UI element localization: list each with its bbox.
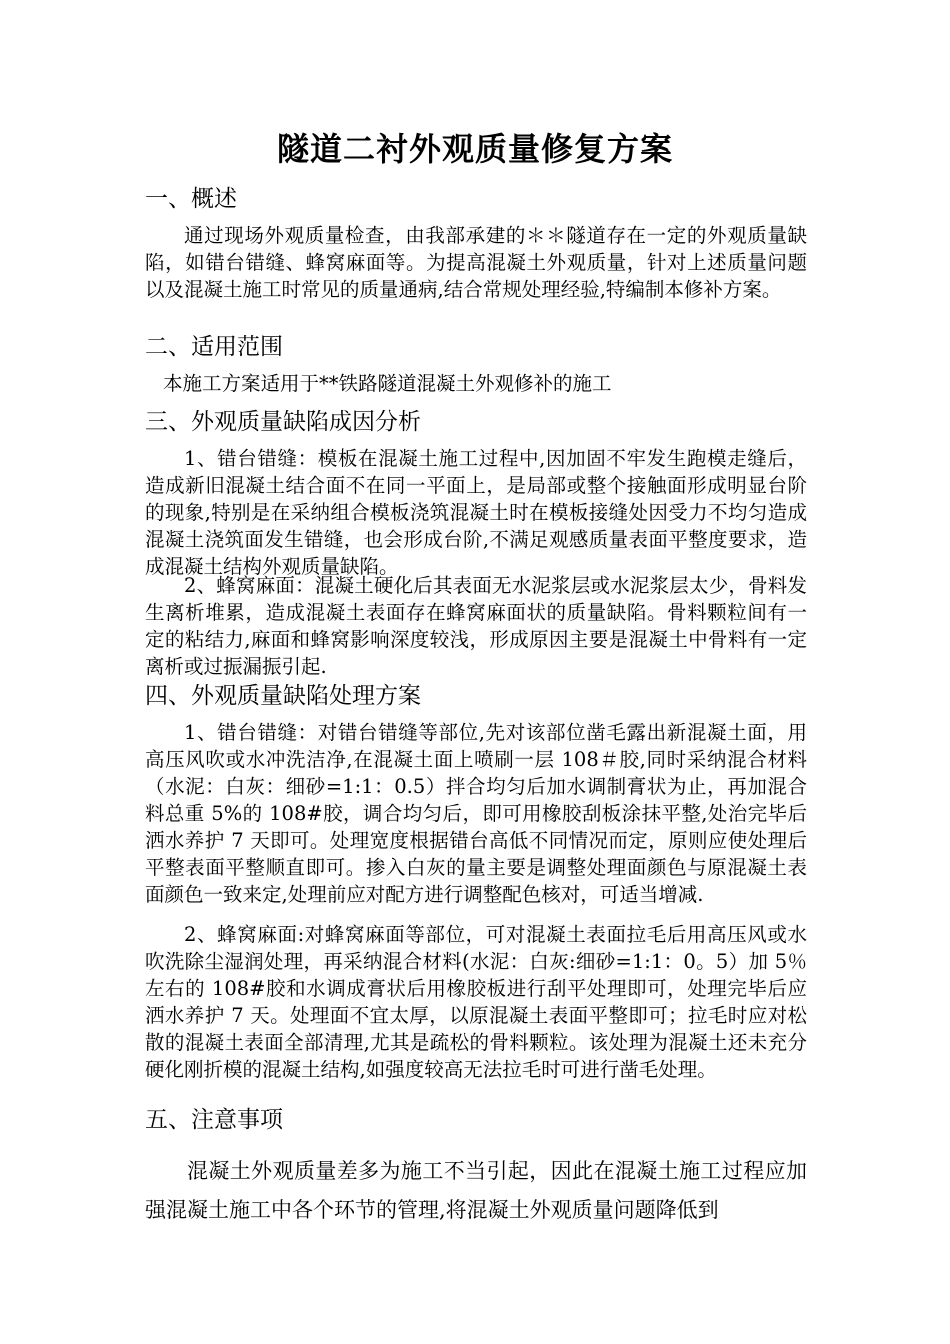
scope-paragraph: 本施工方案适用于**铁路隧道混凝土外观修补的施工: [163, 372, 612, 395]
document-title: 隧道二衬外观质量修复方案: [276, 130, 673, 168]
section-heading-overview: 一、概述: [145, 186, 237, 212]
cause-paragraph-honeycomb: 2、蜂窝麻面：混凝土硬化后其表面无水泥浆层或水泥浆层太少，骨料发生离析堆累，造成混凝土表面存在蜂窝麻面状的质量缺陷。骨料颗粒间有一定的粘结力,麻面和蜂窝影响深度较浅，形成原因主要是混凝土中骨料有一定离析或过振漏振引起.: [145, 574, 807, 678]
section-heading-cause-analysis: 三、外观质量缺陷成因分析: [145, 409, 421, 435]
treatment-paragraph-misalignment: 1、错台错缝：对错台错缝等部位,先对该部位凿毛露出新混凝土面，用高压风吹或水冲洗洁净,在混凝土面上喷刷一层 108＃胶,同时采纳混合材料（水泥：白灰：细砂=1:1：0.5）拌合均匀后加水调制膏状为止，再加混合料总重 5%的 108#胶，调合均匀后，即可用橡胶刮板涂抹平整,处治完毕后洒水养护 7 天即可。处理宽度根据错台高低不同情况而定，原则应使处理后平整表面平整顺直即可。掺入白灰的量主要是调整处理面颜色与原混凝土表面颜色一致来定,处理前应对配方进行调整配色核对，可适当增减.: [145, 721, 807, 906]
section-heading-scope: 二、适用范围: [145, 334, 283, 360]
cause-paragraph-misalignment: 1、错台错缝：模板在混凝土施工过程中,因加固不牢发生跑模走缝后，造成新旧混凝土结合面不在同一平面上，是局部或整个接触面形成明显台阶的现象,特别是在采纳组合模板浇筑混凝土时在模板接缝处因受力不均匀造成混凝土浇筑面发生错缝，也会形成台阶,不满足观感质量表面平整度要求，造成混凝土结构外观质量缺陷。: [145, 447, 807, 578]
section-heading-treatment: 四、外观质量缺陷处理方案: [145, 683, 421, 709]
treatment-paragraph-honeycomb: 2、蜂窝麻面:对蜂窝麻面等部位，可对混凝土表面拉毛后用高压风或水吹洗除尘湿润处理，再采纳混合材料(水泥：白灰:细砂=1:1：0。5）加 5％左右的 108#胶和水调成膏状后用橡胶板进行刮平处理即可，处理完毕后应洒水养护 7 天。处理面不宜太厚，以原混凝土表面平整即可；拉毛时应对松散的混凝土表面全部清理,尤其是疏松的骨料颗粒。该处理为混凝土还未充分硬化刚折模的混凝土结构,如强度较高无法拉毛时可进行凿毛处理。: [145, 923, 807, 1081]
section-heading-notes: 五、注意事项: [145, 1107, 283, 1133]
overview-paragraph: 通过现场外观质量检查，由我部承建的＊＊隧道存在一定的外观质量缺陷，如错台错缝、蜂窝麻面等。为提高混凝土外观质量，针对上述质量问题以及混凝土施工时常见的质量通病,结合常规处理经验,特编制本修补方案。: [145, 224, 807, 301]
notes-paragraph: 混凝土外观质量差多为施工不当引起，因此在混凝土施工过程应加强混凝土施工中各个环节的管理,将混凝土外观质量问题降低到: [145, 1159, 807, 1222]
